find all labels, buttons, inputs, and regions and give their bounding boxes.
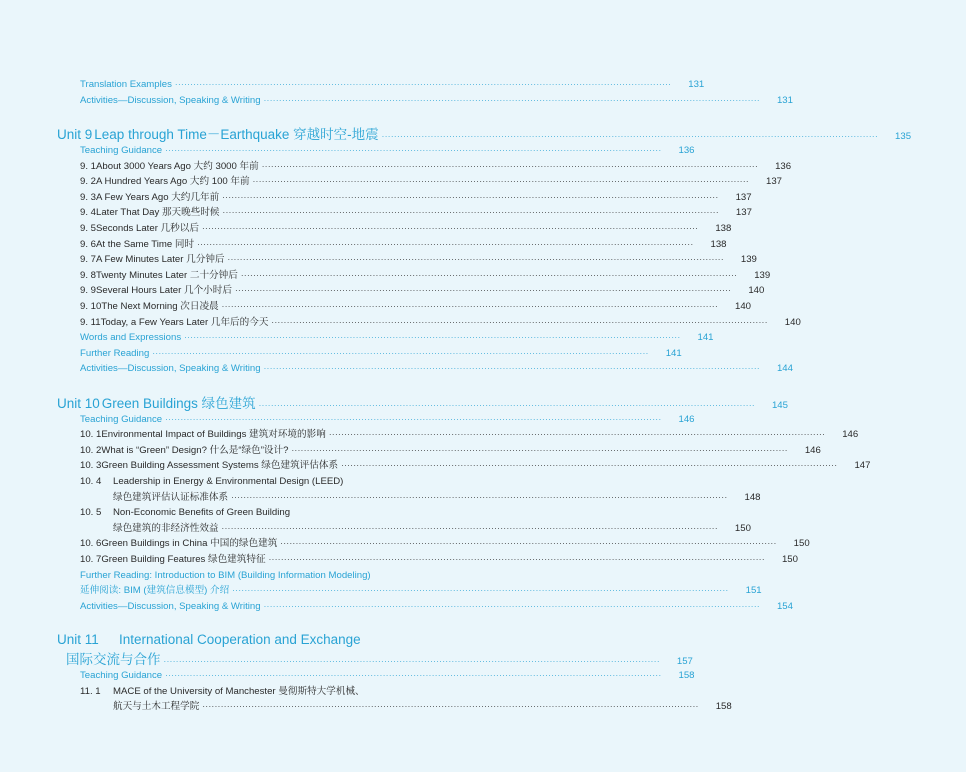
dot-leader: ·································································································································································· xyxy=(222,193,719,202)
entry-title: Non-Economic Benefits of Green Building xyxy=(113,507,291,518)
toc-entry[interactable] xyxy=(0,94,793,108)
entry-title: 航天与土木工程学院 xyxy=(113,701,200,712)
page-number: 139 xyxy=(754,270,771,281)
toc-entry[interactable] xyxy=(0,553,798,567)
toc-entry[interactable] xyxy=(0,160,792,174)
entry-number: 9. 6 xyxy=(80,239,97,250)
entry-number: 10. 4 xyxy=(80,476,102,487)
page-number: 158 xyxy=(678,670,695,681)
toc-entry[interactable] xyxy=(0,669,695,683)
dot-leader: ·································································································································································· xyxy=(221,302,719,311)
toc-entry[interactable] xyxy=(0,506,541,520)
page-number: 144 xyxy=(776,363,793,374)
entry-number: 10. 6 xyxy=(80,538,102,549)
dot-leader: ·································································································································································· xyxy=(184,333,681,342)
dot-leader: ·································································································································································· xyxy=(227,255,724,264)
entry-title: Further Reading: Introduction to BIM (Building Information Modeling) xyxy=(80,570,371,581)
page-number: 136 xyxy=(775,161,792,172)
toc-entry[interactable] xyxy=(0,700,732,714)
page-number: 136 xyxy=(678,145,695,156)
dot-leader: ·································································································································································· xyxy=(202,702,699,711)
page-number: 131 xyxy=(688,79,705,90)
entry-number: 10. 3 xyxy=(80,460,102,471)
entry-number: 9. 3 xyxy=(80,192,97,203)
toc-entry[interactable] xyxy=(0,428,859,442)
entry-title: 绿色建筑的非经济性效益 xyxy=(113,523,219,534)
page-number: 140 xyxy=(784,317,801,328)
dot-leader: ·································································································································································· xyxy=(280,539,777,548)
dot-leader: ·································································································································································· xyxy=(381,132,879,141)
toc-entry[interactable] xyxy=(0,191,752,205)
toc-entry[interactable] xyxy=(0,475,541,489)
entry-number: 9. 1 xyxy=(80,161,97,172)
dot-leader: ·································································································································································· xyxy=(165,671,662,680)
entry-title: Teaching Guidance xyxy=(80,670,163,681)
page-number: 158 xyxy=(715,701,732,712)
toc-unit-heading[interactable] xyxy=(0,631,541,649)
unit-number: Unit 9 xyxy=(57,127,93,142)
toc-entry[interactable] xyxy=(0,144,695,158)
page-number: 139 xyxy=(740,254,757,265)
dot-leader: ·································································································································································· xyxy=(152,349,649,358)
entry-title: Teaching Guidance xyxy=(80,145,163,156)
entry-number: 9. 4 xyxy=(80,207,97,218)
page-number: 148 xyxy=(744,492,761,503)
dot-leader: ·································································································································································· xyxy=(163,657,660,666)
dot-leader: ·································································································································································· xyxy=(263,96,760,105)
page-number: 146 xyxy=(678,414,695,425)
entry-title: 绿色建筑评估认证标准体系 xyxy=(113,492,229,503)
page-number: 140 xyxy=(735,301,752,312)
entry-title: Leadership in Energy & Environmental Design (LEED) xyxy=(113,476,344,487)
dot-leader: ·································································································································································· xyxy=(328,430,826,439)
page-number: 145 xyxy=(771,400,788,411)
page-number: 150 xyxy=(781,554,798,565)
toc-entry[interactable] xyxy=(0,569,541,583)
entry-title: The Next Morning 次日凌晨 xyxy=(101,301,219,312)
page-number: 150 xyxy=(793,538,810,549)
toc-entry[interactable] xyxy=(0,459,871,473)
dot-leader: ·································································································································································· xyxy=(271,318,768,327)
unit-title: Green Buildings 绿色建筑 xyxy=(101,396,256,411)
dot-leader: ·································································································································································· xyxy=(261,162,759,171)
entry-title: Seconds Later 几秒以后 xyxy=(96,223,199,234)
page-number: 147 xyxy=(854,460,871,471)
dot-leader: ·································································································································································· xyxy=(174,80,672,89)
page-number: 137 xyxy=(735,207,752,218)
page-number: 141 xyxy=(697,332,714,343)
entry-number: 9. 9 xyxy=(80,285,97,296)
page-number: 138 xyxy=(710,239,727,250)
entry-title: Environmental Impact of Buildings 建筑对环境的影响 xyxy=(101,429,326,440)
entry-title: Green Building Features 绿色建筑特征 xyxy=(101,554,266,565)
page-number: 137 xyxy=(735,192,752,203)
toc-entry[interactable] xyxy=(0,685,541,699)
entry-number: 10. 1 xyxy=(80,429,102,440)
toc-entry[interactable] xyxy=(0,537,810,551)
entry-title: At the Same Time 同时 xyxy=(96,239,195,250)
toc-entry[interactable] xyxy=(0,78,705,92)
entry-number: 9. 7 xyxy=(80,254,97,265)
toc-entry[interactable] xyxy=(0,413,695,427)
entry-title: Activities—Discussion, Speaking & Writing xyxy=(80,363,261,374)
entry-title: About 3000 Years Ago 大约 3000 年前 xyxy=(96,161,259,172)
entry-title: Teaching Guidance xyxy=(80,414,163,425)
toc-entry[interactable] xyxy=(0,238,727,252)
toc-entry[interactable] xyxy=(0,300,752,314)
entry-number: 9. 8 xyxy=(80,270,97,281)
toc-entry[interactable] xyxy=(0,522,751,536)
toc-entry[interactable] xyxy=(0,347,682,361)
dot-leader: ·································································································································································· xyxy=(221,524,718,533)
entry-number: 10. 2 xyxy=(80,445,102,456)
entry-number: 11. 1 xyxy=(80,686,101,697)
page-number: 151 xyxy=(745,585,762,596)
entry-title: A Few Years Ago 大约几年前 xyxy=(96,192,220,203)
unit-title: International Cooperation and Exchange xyxy=(119,632,361,647)
toc-entry[interactable] xyxy=(0,206,752,220)
dot-leader: ·································································································································································· xyxy=(258,401,755,410)
entry-title: Green Buildings in China 中国的绿色建筑 xyxy=(101,538,278,549)
toc-entry[interactable] xyxy=(0,600,793,614)
toc-unit-heading[interactable] xyxy=(0,651,693,669)
dot-leader: ·································································································································································· xyxy=(232,586,729,595)
page-number: 140 xyxy=(748,285,765,296)
toc-entry[interactable] xyxy=(0,444,821,458)
page-number: 131 xyxy=(776,95,793,106)
toc-unit-heading[interactable] xyxy=(0,395,788,413)
entry-title: Further Reading xyxy=(80,348,150,359)
dot-leader: ·································································································································································· xyxy=(252,177,749,186)
dot-leader: ·································································································································································· xyxy=(268,555,765,564)
entry-title: Activities—Discussion, Speaking & Writing xyxy=(80,601,261,612)
toc-entry[interactable] xyxy=(0,284,765,298)
toc-entry[interactable] xyxy=(0,222,732,236)
page-number: 154 xyxy=(776,601,793,612)
entry-title: Today, a Few Years Later 几年后的今天 xyxy=(100,317,269,328)
dot-leader: ·································································································································································· xyxy=(291,446,788,455)
entry-title: Later That Day 那天晚些时候 xyxy=(96,207,220,218)
page-number: 150 xyxy=(734,523,751,534)
page-number: 157 xyxy=(676,656,693,667)
unit-title: 国际交流与合作 xyxy=(66,652,161,667)
toc-entry[interactable] xyxy=(0,584,762,598)
dot-leader: ·································································································································································· xyxy=(240,271,738,280)
entry-number: 9. 11 xyxy=(80,317,101,328)
entry-number: 9. 10 xyxy=(80,301,102,312)
entry-number: 9. 2 xyxy=(80,176,97,187)
dot-leader: ·································································································································································· xyxy=(165,146,662,155)
unit-number: Unit 11 xyxy=(57,632,99,647)
entry-title: Words and Expressions xyxy=(80,332,182,343)
toc-entry[interactable] xyxy=(0,362,793,376)
page-number: 141 xyxy=(665,348,682,359)
toc-unit-heading[interactable] xyxy=(0,126,912,144)
dot-leader: ·································································································································································· xyxy=(165,415,662,424)
dot-leader: ·································································································································································· xyxy=(197,240,694,249)
entry-title: MACE of the University of Manchester 曼彻斯特大学机械、 xyxy=(113,686,365,697)
page-number: 135 xyxy=(895,131,912,142)
page-number: 137 xyxy=(765,176,782,187)
entry-title: Activities—Discussion, Speaking & Writing xyxy=(80,95,261,106)
entry-title: Several Hours Later 几个小时后 xyxy=(96,285,232,296)
entry-title: Twenty Minutes Later 二十分钟后 xyxy=(96,270,238,281)
entry-number: 9. 5 xyxy=(80,223,97,234)
entry-number: 10. 5 xyxy=(80,507,102,518)
dot-leader: ·································································································································································· xyxy=(222,208,719,217)
entry-number: 10. 7 xyxy=(80,554,102,565)
page-number: 138 xyxy=(715,223,732,234)
dot-leader: ·································································································································································· xyxy=(263,602,760,611)
toc-entry[interactable] xyxy=(0,331,714,345)
toc-entry[interactable] xyxy=(0,491,761,505)
toc-entry[interactable] xyxy=(0,269,771,283)
entry-title: 延伸阅读: BIM (建筑信息模型) 介绍 xyxy=(80,585,230,596)
entry-title: A Few Minutes Later 几分钟后 xyxy=(96,254,225,265)
page-number: 146 xyxy=(804,445,821,456)
entry-title: Translation Examples xyxy=(80,79,172,90)
entry-title: What is “Green” Design? 什么是“绿色”设计? xyxy=(101,445,289,456)
unit-number: Unit 10 xyxy=(57,396,100,411)
toc-entry[interactable] xyxy=(0,253,757,267)
dot-leader: ·································································································································································· xyxy=(263,364,760,373)
dot-leader: ·································································································································································· xyxy=(341,461,838,470)
entry-title: Green Building Assessment Systems 绿色建筑评估体系 xyxy=(101,460,339,471)
dot-leader: ·································································································································································· xyxy=(234,286,732,295)
toc-entry[interactable] xyxy=(0,175,782,189)
entry-title: A Hundred Years Ago 大约 100 年前 xyxy=(96,176,250,187)
toc-entry[interactable] xyxy=(0,316,801,330)
dot-leader: ·································································································································································· xyxy=(231,493,728,502)
page-number: 146 xyxy=(842,429,859,440)
dot-leader: ·································································································································································· xyxy=(201,224,699,233)
unit-title: Leap through Time－Earthquake 穿越时空-地震 xyxy=(94,127,379,142)
